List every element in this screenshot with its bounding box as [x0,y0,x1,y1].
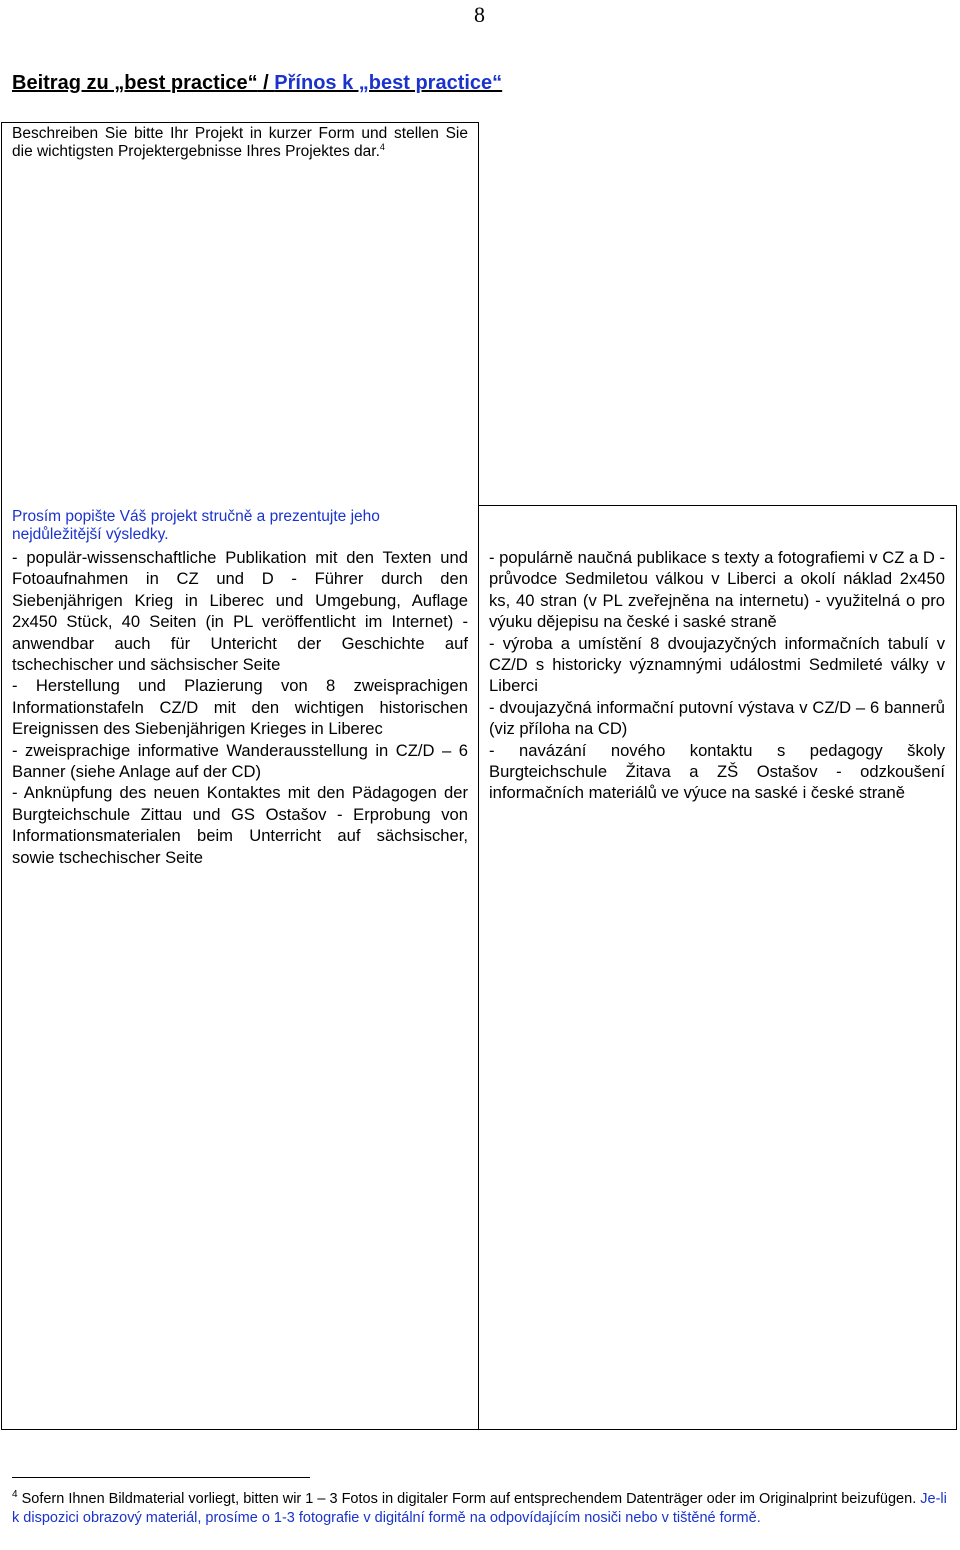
form-border-left [1,122,2,1430]
page-title [12,72,502,95]
footnote-reference: 4 [379,141,385,152]
title-german: Beitrag zu „best practice“ [12,72,258,94]
answer-german [12,547,468,868]
answer-german-item: - Anknüpfung des neuen Kontaktes mit den Pädagogen der Burgteichschule Zittau und GS Ostašov - Erprobung von Informationsmaterialen beim Unterricht auf sächsischer, sowie tschechischer Seite [12,783,468,867]
form-border-top-left [1,122,479,123]
form-border-right [956,505,957,1430]
answer-czech-item: - výroba a umístění 8 dvoujazyčných informačních tabulí v CZ/D s historicky významnými událostmi Sedmileté války v Liberci [489,633,945,696]
answer-german-item: - zweisprachige informative Wanderausstellung in CZ/D – 6 Banner (siehe Anlage auf der CD) [12,740,468,782]
page-number: 8 [474,2,485,27]
form-border-middle [478,122,479,1430]
footnote-text-german: Sofern Ihnen Bildmaterial vorliegt, bitten wir 1 – 3 Fotos in digitaler Form auf entsprechendem Datenträger oder im Originalprint beizufügen. [21,1491,917,1507]
title-czech: Přínos k „best practice“ [274,72,503,94]
answer-german-item: - Herstellung und Plazierung von 8 zweisprachigen Informationstafeln CZ/D mit den wichtigen historischen Ereignissen des Siebenjährigen Krieges in Liberec [12,676,468,739]
title-separator: / [257,72,275,94]
answer-czech-item: - populárně naučná publikace s texty a fotografiemi v CZ a D - průvodce Sedmiletou válkou v Liberci a okolí náklad 2x450 ks, 40 stran (v PL zveřejněna na internetu) - využitelná o pro výuku dějepisu na české i saské straně [489,548,945,632]
footnote [12,1490,952,1528]
footnote-separator [12,1477,310,1478]
form-border-divider [478,505,957,506]
instruction-czech: Prosím popište Váš projekt stručně a prezentujte jeho nejdůležitější výsledky. [12,508,380,543]
answer-german-item: - populär-wissenschaftliche Publikation mit den Texten und Fotoaufnahmen in CZ und D - Führer durch den Siebenjährigen Krieg in Liberec und Umgebung, Auflage 2x450 Stück, 40 Seiten (in PL veröffentlicht im Internet) - anwendbar auch für Untericht der Geschichte auf tschechischer und sächsischer Seite [12,548,468,675]
footnote-number: 4 [12,1489,18,1501]
instruction-german: Beschreiben Sie bitte Ihr Projekt in kurzer Form und stellen Sie die wichtigsten Projektergebnisse Ihres Projektes dar.$^4$ [12,125,468,160]
answer-czech [489,547,945,804]
footnote-text-czech: Je-li k dispozici obrazový materiál, prosíme o 1-3 fotografie v digitální formě na odpovídajícím nosiči nebo v tištěné formě. [12,1491,947,1526]
answer-czech-item: - navázání nového kontaktu s pedagogy školy Burgteichschule Žitava a ZŠ Ostašov - odzkoušení informačních materiálů ve výuce na saské i české straně [489,740,945,803]
form-border-bottom [1,1429,957,1430]
answer-czech-item: - dvoujazyčná informační putovní výstava v CZ/D – 6 bannerů (viz příloha na CD) [489,697,945,739]
